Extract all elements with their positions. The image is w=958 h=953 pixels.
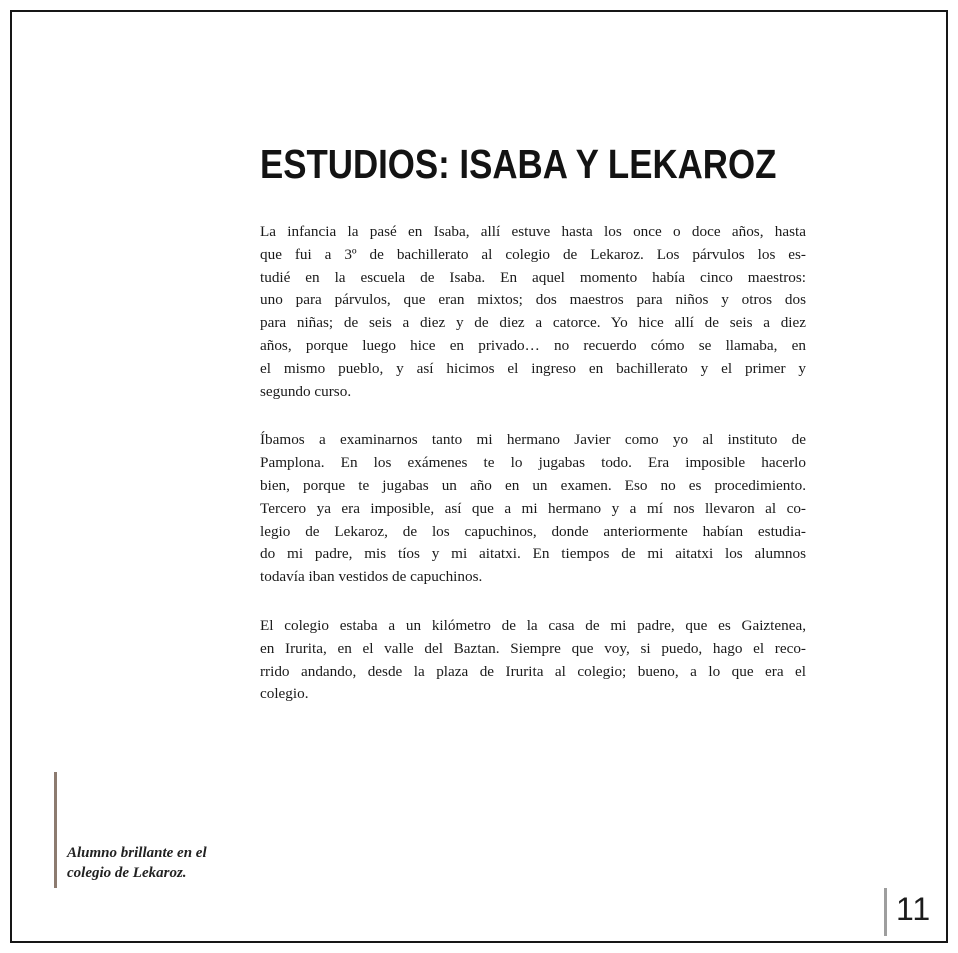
photo-caption bbox=[67, 843, 207, 883]
body-line: todavía iban vestidos de capuchinos. bbox=[260, 568, 483, 586]
body-line: años, porque luego hice en privado… no recuerdo cómo se llamaba, en bbox=[260, 336, 806, 354]
paragraph-1 bbox=[260, 221, 806, 403]
caption-line: colegio de Lekaroz. bbox=[67, 865, 187, 881]
body-line: uno para párvulos, que eran mixtos; dos maestros para niños y otros dos bbox=[260, 291, 806, 309]
body-line: Pamplona. En los exámenes te lo jugabas todo. Era imposible hacerlo bbox=[260, 454, 806, 472]
body-text bbox=[260, 221, 806, 706]
body-line: en Irurita, en el valle del Baztan. Siempre que voy, si puedo, hago el reco- bbox=[260, 639, 806, 657]
body-line: tudié en la escuela de Isaba. En aquel momento había cinco maestros: bbox=[260, 268, 806, 286]
page-number-rule bbox=[884, 888, 887, 936]
body-line: colegio. bbox=[260, 685, 309, 703]
body-line: el mismo pueblo, y así hicimos el ingreso en bachillerato y el primer y bbox=[260, 359, 806, 377]
paragraph-2 bbox=[260, 429, 806, 589]
body-line: do mi padre, mis tíos y mi aitatxi. En tiempos de mi aitatxi los alumnos bbox=[260, 545, 806, 563]
body-line: rrido andando, desde la plaza de Irurita al colegio; bueno, a lo que era el bbox=[260, 662, 806, 680]
page-title: ESTUDIOS: ISABA Y LEKAROZ bbox=[260, 141, 777, 187]
body-line: legio de Lekaroz, de los capuchinos, donde anteriormente habían estudia- bbox=[260, 522, 806, 540]
body-line: Íbamos a examinarnos tanto mi hermano Javier como yo al instituto de bbox=[260, 431, 806, 449]
body-line: Tercero ya era imposible, así que a mi hermano y a mí nos llevaron al co- bbox=[260, 499, 806, 517]
body-line: segundo curso. bbox=[260, 382, 352, 400]
body-line: La infancia la pasé en Isaba, allí estuve hasta los once o doce años, hasta bbox=[260, 223, 806, 240]
body-line: que fui a 3º de bachillerato al colegio de Lekaroz. Los párvulos los es- bbox=[260, 245, 806, 263]
body-line: bien, porque te jugabas un año en un examen. Eso no es procedimiento. bbox=[260, 476, 806, 494]
body-line: para niñas; de seis a diez y de diez a catorce. Yo hice allí de seis a diez bbox=[260, 314, 806, 332]
caption-line: Alumno brillante en el bbox=[67, 845, 207, 861]
caption-rule bbox=[54, 772, 57, 888]
page-number: 11 bbox=[896, 891, 932, 927]
body-line: El colegio estaba a un kilómetro de la casa de mi padre, que es Gaiztenea, bbox=[260, 616, 806, 634]
paragraph-3 bbox=[260, 615, 806, 706]
